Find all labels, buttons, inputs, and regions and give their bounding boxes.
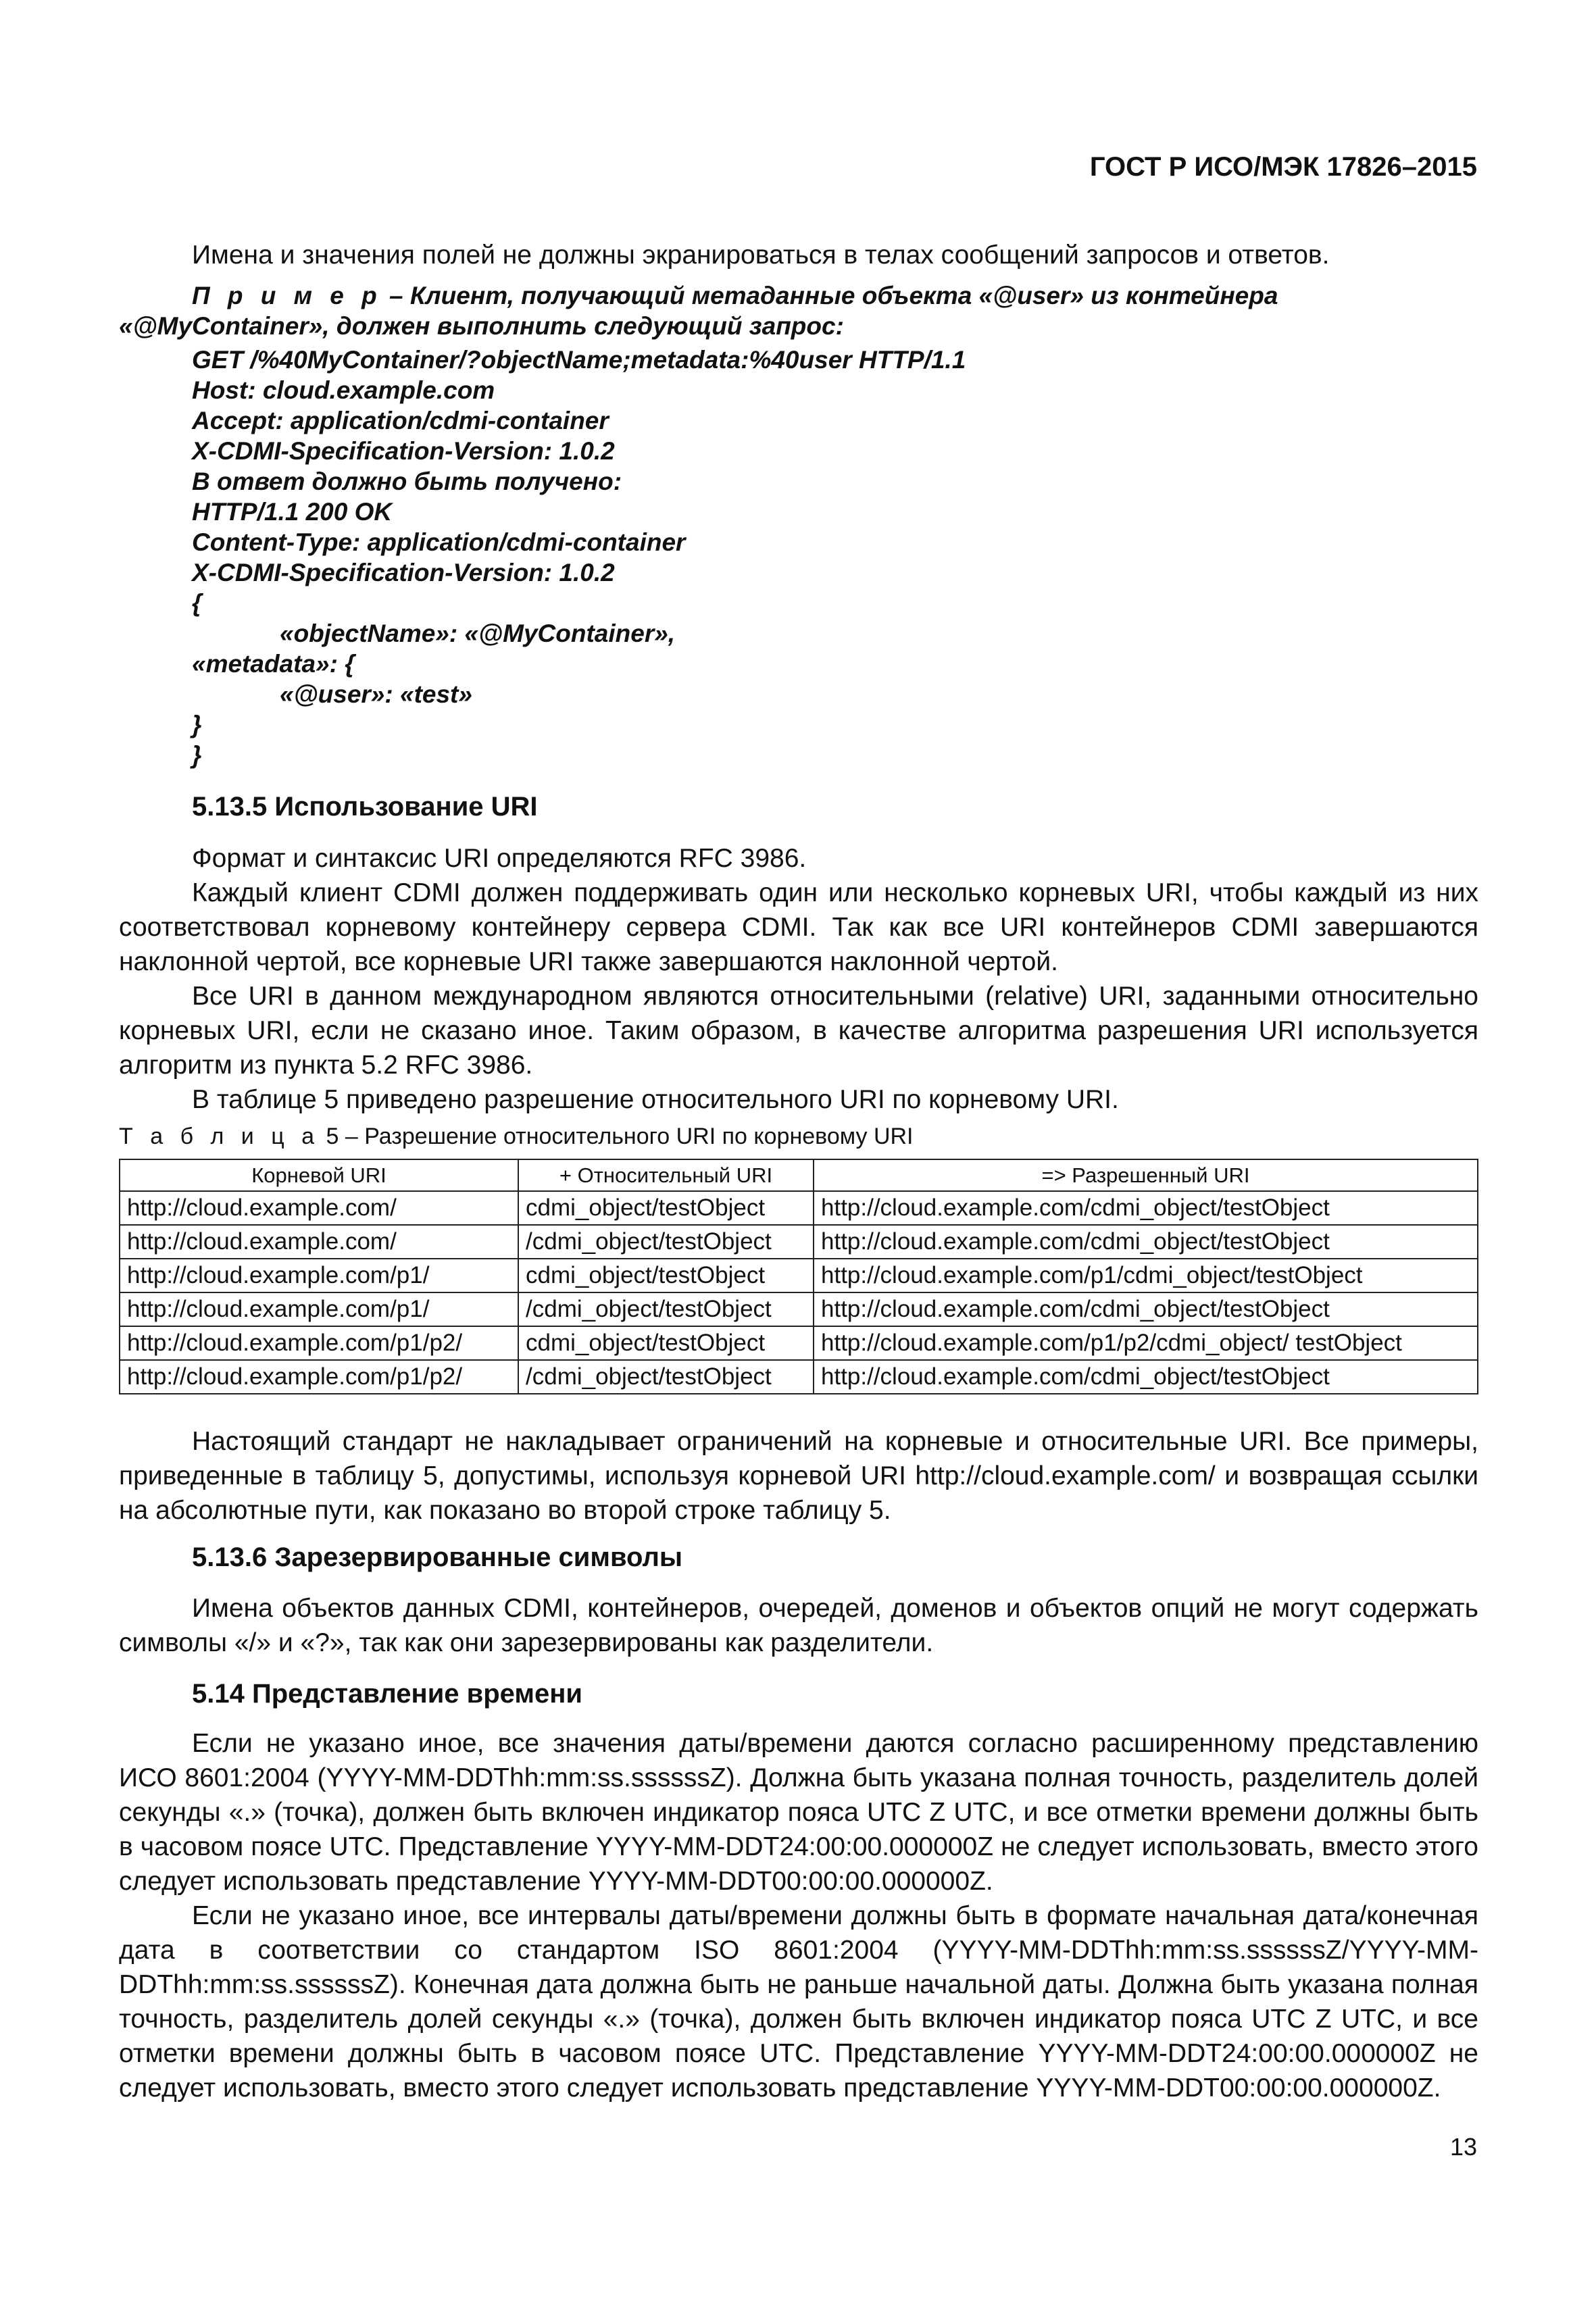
resolved-uri-cell: http://cloud.example.com/cdmi_object/testObject [814,1225,1478,1259]
page-number: 13 [1449,2133,1477,2161]
example-paragraph [119,280,1478,341]
relative-uri-cell: cdmi_object/testObject [518,1326,814,1360]
paragraph: Формат и синтаксис URI определяются RFC 3986. [192,844,807,873]
resolved-uri-cell: http://cloud.example.com/cdmi_object/testObject [814,1191,1478,1225]
paragraph: Если не указано иное, все интервалы даты/времени должны быть в формате начальная дата/конечная дата в соответствии со стандартом ISO 8601:2004 (YYYY-MM-DDThh:mm:ss.ssssssZ/YYYY-MM-DDThh:mm:ss.ssssssZ). Конечная дата должна быть не раньше начальной даты. Должна быть указана полная точность, разделитель долей секунды «.» (точка), должен быть включен индикатор пояса UTC Z UTC, и все отметки времени должны быть в часовом поясе UTC. Представление YYYY-MM-DDT24:00:00.000000Z не следует использовать, вместо этого следует использовать представление YYYY-MM-DDT00:00:00.000000Z. [119,1901,1478,2103]
paragraph: Настоящий стандарт не накладывает ограничений на корневые и относительные URI. Все примеры, приведенные в таблицу 5, допустимы, используя корневой URI http://cloud.example.com/ и возвращая ссылки на абсолютные пути, как показано во второй строке таблицу 5. [119,1427,1478,1525]
section-heading-5-13-6: 5.13.6 Зарезервированные символы [192,1542,683,1572]
resolved-uri-cell: http://cloud.example.com/p1/cdmi_object/testObject [814,1259,1478,1292]
section-5-14-body [119,1726,1478,2105]
relative-uri-cell: cdmi_object/testObject [518,1191,814,1225]
root-uri-cell: http://cloud.example.com/p1/p2/ [120,1360,518,1394]
example-label: П р и м е р [192,282,382,309]
root-uri-cell: http://cloud.example.com/p1/ [120,1292,518,1326]
paragraph: Имена объектов данных CDMI, контейнеров, очередей, доменов и объектов опций не могут содержать символы «/» и «?», так как они зарезервированы как разделители. [119,1594,1478,1657]
code-line: Host: cloud.example.com [192,376,495,404]
section-heading-5-14: 5.14 Представление времени [192,1679,582,1709]
resolved-uri-cell: http://cloud.example.com/cdmi_object/testObject [814,1360,1478,1394]
intro-text: Имена и значения полей не должны экранироваться в телах сообщений запросов и ответов. [192,241,1330,270]
code-line: «@user»: «test» [280,680,472,708]
code-line: { [192,589,202,617]
code-line: «metadata»: { [192,650,355,678]
table-note-body [119,1424,1478,1528]
relative-uri-cell: /cdmi_object/testObject [518,1292,814,1326]
root-uri-cell: http://cloud.example.com/ [120,1191,518,1225]
section-5-13-6-body [119,1591,1478,1660]
root-uri-cell: http://cloud.example.com/p1/p2/ [120,1326,518,1360]
column-header: Корневой URI [120,1159,518,1191]
code-line: GET /%40MyContainer/?objectName;metadata:%40user HTTP/1.1 [192,346,966,374]
code-line: HTTP/1.1 200 OK [192,498,393,526]
paragraph: Если не указано иное, все значения даты/времени даются согласно расширенному представлению ИСО 8601:2004 (YYYY-MM-DDThh:mm:ss.ssssssZ). Должна быть указана полная точность, разделитель долей секунды «.» (точка), должен быть включен индикатор пояса UTC Z UTC, и все отметки времени должны быть в часовом поясе UTC. Представление YYYY-MM-DDT24:00:00.000000Z не следует использовать, вместо этого следует использовать представление YYYY-MM-DDT00:00:00.000000Z. [119,1729,1478,1896]
table-caption [119,1124,914,1150]
paragraph: Каждый клиент CDMI должен поддерживать один или несколько корневых URI, чтобы каждый из них соответствовал корневому контейнеру сервера CDMI. Так как все URI контейнеров CDMI завершаются наклонной чертой, все корневые URI также завершаются наклонной чертой. [119,878,1478,976]
relative-uri-cell: cdmi_object/testObject [518,1259,814,1292]
resolved-uri-cell: http://cloud.example.com/p1/p2/cdmi_object/ testObject [814,1326,1478,1360]
code-line: В ответ должно быть получено: [192,468,622,495]
code-line: «objectName»: «@MyContainer», [280,620,676,647]
code-line: X-CDMI-Specification-Version: 1.0.2 [192,559,615,586]
relative-uri-cell: /cdmi_object/testObject [518,1360,814,1394]
uri-resolution-table [119,1159,1478,1394]
document-code-header: ГОСТ Р ИСО/МЭК 17826–2015 [1089,152,1477,182]
intro-paragraph [119,238,1478,272]
relative-uri-cell: /cdmi_object/testObject [518,1225,814,1259]
column-header: + Относительный URI [518,1159,814,1191]
table-row [120,1326,1478,1360]
table-row [120,1259,1478,1292]
table-caption-label: Т а б л и ц а [119,1124,320,1149]
paragraph: В таблице 5 приведено разрешение относительного URI по корневому URI. [192,1085,1119,1114]
resolved-uri-cell: http://cloud.example.com/cdmi_object/testObject [814,1292,1478,1326]
table-row [120,1292,1478,1326]
root-uri-cell: http://cloud.example.com/p1/ [120,1259,518,1292]
table-row [120,1225,1478,1259]
section-heading-5-13-5: 5.13.5 Использование URI [192,792,538,822]
code-line: Accept: application/cdmi-container [192,407,609,434]
http-example-code [192,345,966,770]
table-header-row [120,1159,1478,1191]
table-caption-text: 5 – Разрешение относительного URI по корневому URI [320,1124,914,1149]
code-line: X-CDMI-Specification-Version: 1.0.2 [192,437,615,465]
column-header: => Разрешенный URI [814,1159,1478,1191]
code-line: } [192,711,202,738]
code-line: Content-Type: application/cdmi-container [192,528,686,556]
root-uri-cell: http://cloud.example.com/ [120,1225,518,1259]
section-5-13-5-body [119,841,1478,1117]
paragraph: Все URI в данном международном являются относительными (relative) URI, заданными относительно корневых URI, если не сказано иное. Таким образом, в качестве алгоритма разрешения URI используется алгоритм из пункта 5.2 RFC 3986. [119,982,1478,1080]
example-text: – Клиент, получающий метаданные объекта «@user» из контейнера «@MyContainer», должен выполнить следующий запрос: [119,282,1278,340]
table-row [120,1191,1478,1225]
example-note [119,280,1478,341]
table-row [120,1360,1478,1394]
code-line: } [192,741,202,769]
